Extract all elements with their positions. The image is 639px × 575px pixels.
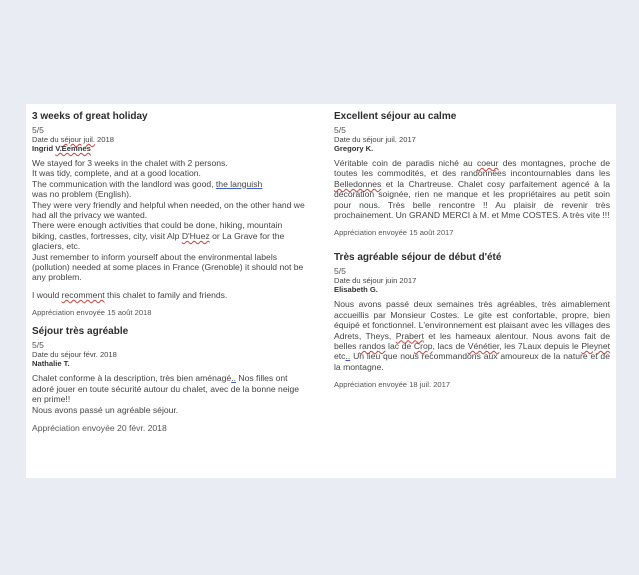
review-body xyxy=(334,158,610,220)
review-sent-date: Appréciation envoyée 20 févr. 2018 xyxy=(32,422,167,433)
text-span: , les 7Laux depuis le xyxy=(499,341,582,352)
author-last: V.Eemnes xyxy=(55,144,91,153)
reviews-column-right xyxy=(334,111,610,398)
stay-word: séjour xyxy=(60,135,82,144)
review-author: Nathalie T. xyxy=(32,359,70,369)
author-first: Ingrid xyxy=(32,144,56,153)
text-span: .. xyxy=(345,351,351,362)
review-title: Séjour très agréable xyxy=(32,326,129,338)
review-body xyxy=(334,299,610,372)
text-span: Prabert xyxy=(395,330,424,341)
text-span: , lacs de xyxy=(432,341,468,352)
review-author: Gregory K. xyxy=(334,144,374,153)
text-span: etc xyxy=(334,351,346,362)
review-sent-date: Appréciation envoyée 15 août 2018 xyxy=(32,308,152,318)
text-span: des montagnes, proche de toutes les commodités, et des randonnées incontournables dans les xyxy=(334,158,610,179)
text-span: coeur xyxy=(476,158,499,168)
review-line xyxy=(32,290,309,300)
stay-prefix: Date du xyxy=(32,135,61,144)
review-sent-date: Appréciation envoyée 15 août 2017 xyxy=(334,228,454,238)
review-line: We stayed for 3 weeks in the chalet with 2 persons. xyxy=(32,158,228,168)
text-span: Nous avons passé deux semaines très agréables, très aimablement accueillis par Monsieur Costes. Le gite est confortable, propre, bien équipé et fonctionnel. L'environnement est plaisant avec les villages des Adrets, Theys, xyxy=(334,299,610,341)
text-span: randos xyxy=(359,341,386,352)
stay-month: juil. xyxy=(83,135,95,144)
text-span: the languish xyxy=(215,178,263,189)
reviews-sheet xyxy=(26,104,616,478)
stay-year: 2018 xyxy=(94,135,114,144)
text-span: or La Grave for the glaciers, etc. xyxy=(32,230,285,252)
text-span: Chalet conforme à la description, très bien aménagé xyxy=(32,373,232,384)
text-span: Belledonnes xyxy=(334,178,382,189)
review-rating: 5/5 xyxy=(334,125,346,135)
review-rating: 5/5 xyxy=(334,266,346,277)
review-stay-date: Date du séjour juin 2017 xyxy=(334,276,417,286)
review-sent-date: Appréciation envoyée 18 juil. 2017 xyxy=(334,380,451,390)
review-stay-date: Date du séjour févr. 2018 xyxy=(32,350,117,360)
text-span: I would xyxy=(32,289,62,300)
review-rating: 5/5 xyxy=(32,340,44,351)
text-span: Pleynet xyxy=(581,341,610,352)
review-body xyxy=(32,158,309,300)
text-span: et la Chartreuse. Chalet cosy parfaitement agencé à la décoration soignée, rien ne manque et les propriétaires au petit soin pour nous. Très belle rencontre !! Au plaisir de revenir très prochainement. Un GRAND MERCI à M. et Mme COSTES. A très vite !!! xyxy=(334,178,610,221)
review-line: Just remember to inform yourself about the environmental labels (pollution) needed at some places in France (Grenoble) it should not be any problem. xyxy=(32,251,304,283)
review-card xyxy=(32,111,309,318)
review-paragraph xyxy=(334,299,610,372)
spacer xyxy=(32,283,309,290)
review-card xyxy=(334,252,610,390)
text-span: Crop xyxy=(413,341,433,352)
review-title: 3 weeks of great holiday xyxy=(32,111,148,122)
review-line: They were very friendly and helpful when needed, on the other hand we had all the privacy we wanted. xyxy=(32,199,305,221)
text-span: There were enough activities that could be done, hiking, mountain biking, castles, fortresses, city, visit Alp xyxy=(32,220,283,241)
review-card xyxy=(334,111,610,238)
review-author xyxy=(32,144,309,153)
review-line xyxy=(32,220,309,251)
review-stay-date xyxy=(32,135,309,144)
review-line: Nous avons passé un agréable séjour. xyxy=(32,404,179,415)
text-span: recomment xyxy=(61,289,105,300)
review-line xyxy=(32,179,309,189)
review-rating: 5/5 xyxy=(32,125,44,135)
review-body xyxy=(32,373,309,415)
text-span: Nos filles ont adoré jouer en toute sécurité autour du chalet, avec de la bonne neige en prime!! xyxy=(32,373,300,405)
text-span: D'Huez xyxy=(181,230,210,241)
text-span: Véritable coin de paradis niché au xyxy=(334,158,477,168)
text-span: et les hameaux alentour. Nous avons fait de belles xyxy=(334,330,610,352)
review-paragraph xyxy=(334,158,610,220)
review-line: It was tidy, complete, and at a good location. xyxy=(32,168,201,179)
review-author: Elisabeth G. xyxy=(334,285,378,295)
review-line xyxy=(32,373,309,404)
text-span: The communication with the landlord was good, xyxy=(32,178,216,189)
text-span: .. xyxy=(231,373,236,384)
text-span: this chalet to family and friends. xyxy=(104,289,228,300)
review-title: Très agréable séjour de début d'été xyxy=(334,252,502,264)
text-span: Vénétier xyxy=(467,341,500,352)
review-stay-date: Date du séjour juil. 2017 xyxy=(334,135,416,144)
review-card xyxy=(32,326,309,433)
review-line: was no problem (English). xyxy=(32,189,132,200)
reviews-column-left xyxy=(32,111,309,441)
text-span: lac de xyxy=(385,341,414,352)
review-title: Excellent séjour au calme xyxy=(334,111,457,122)
text-span: Un lieu que nous recommandons aux amoureux de la nature et de la montagne. xyxy=(334,351,610,372)
